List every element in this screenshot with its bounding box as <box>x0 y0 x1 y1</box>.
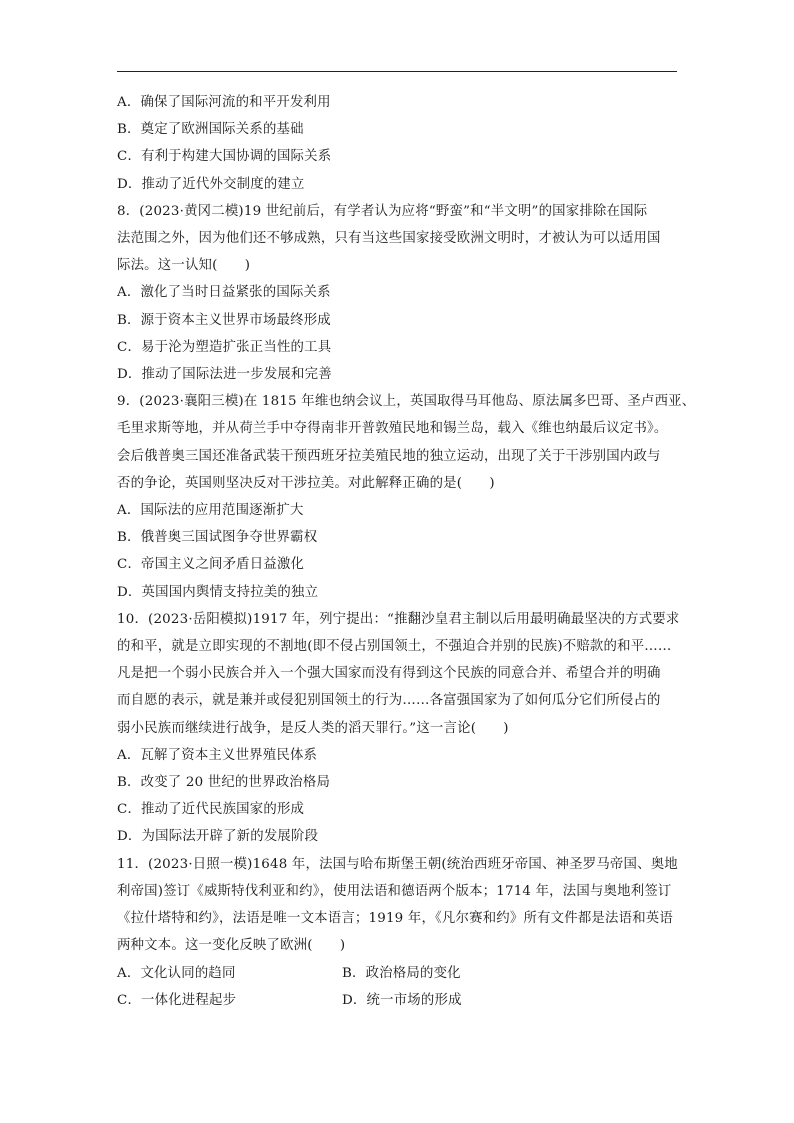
option-a: A．激化了当时日益紧张的国际关系 <box>117 285 331 301</box>
question-stem-line: 际法。这一认知( ) <box>117 258 251 274</box>
option-a: A．国际法的应用范围逐渐扩大 <box>117 503 304 519</box>
question-8 <box>117 198 677 388</box>
question-content <box>117 89 696 1014</box>
question-stem-line: 11．(2023·日照一模)1648 年，法国与哈布斯堡王朝(统治西班牙帝国、神圣罗马帝国、奥地 <box>117 856 678 872</box>
question-stem-line: 弱小民族而继续进行战争，是反人类的滔天罪行。”这一言论( ) <box>117 720 509 736</box>
question-stem-line: 法范围之外，因为他们还不够成熟，只有当这些国家接受欧洲文明时，才被认为可以适用国 <box>117 231 661 247</box>
option-a: A．文化认同的趋同 <box>117 965 236 981</box>
question-stem-line: 利帝国)签订《威斯特伐利亚和约》，使用法语和德语两个版本；1714 年，法国与奥地利签订 <box>117 883 672 899</box>
option-d: D．为国际法开辟了新的发展阶段 <box>117 829 319 845</box>
option-b: B．源于资本主义世界市场最终形成 <box>117 312 331 328</box>
question-stem-line: 否的争论，英国则坚决反对干涉拉美。对此解释正确的是( ) <box>117 475 495 491</box>
option-row-ab <box>117 960 677 987</box>
header-rule <box>117 71 677 72</box>
question-stem-line: 《拉什塔特和约》，法语是唯一文本语言；1919 年，《凡尔赛和约》所有文件都是法语和英语 <box>117 911 673 927</box>
question-stem-line: 两种文本。这一变化反映了欧洲( ) <box>117 938 346 954</box>
question-9 <box>117 388 696 606</box>
question-stem-line: 的和平，就是立即实现的不割地(即不侵占别国领土，不强迫合并别的民族)不赔款的和平…… <box>117 639 672 655</box>
option-a: A．瓦解了资本主义世界殖民体系 <box>117 747 318 763</box>
option-d: D．推动了国际法进一步发展和完善 <box>117 367 332 383</box>
question-stem-line: 凡是把一个弱小民族合并入一个强大国家而没有得到这个民族的同意合并、希望合并的明确 <box>117 666 661 682</box>
option-row-cd <box>117 987 677 1014</box>
option-c: C．推动了近代民族国家的形成 <box>117 802 305 818</box>
option-a: A．确保了国际河流的和平开发利用 <box>117 95 331 110</box>
option-c: C．一体化进程起步 <box>117 992 237 1008</box>
question-stem-line: 毛里求斯等地，并从荷兰手中夺得南非开普敦殖民地和锡兰岛，载入《维也纳最后议定书》。 <box>117 421 668 437</box>
question-stem-line: 会后俄普奥三国还准备武装干预西班牙拉美殖民地的独立运动，出现了关于干涉别国内政与 <box>117 448 661 464</box>
question-11 <box>117 851 677 1014</box>
question-stem-line: 8．(2023·黄冈二模)19 世纪前后，有学者认为应将“野蛮”和“半文明”的国家排除在国际 <box>117 203 648 219</box>
question-7-options <box>117 89 677 198</box>
question-stem-line: 而自愿的表示，就是兼并或侵犯别国领土的行为……各富强国家为了如何瓜分它们所侵占的 <box>117 693 661 709</box>
option-b: B．俄普奥三国试图争夺世界霸权 <box>117 530 318 546</box>
option-c: C．有利于构建大国协调的国际关系 <box>117 149 332 165</box>
option-b: B．奠定了欧洲国际关系的基础 <box>117 122 304 138</box>
option-c: C．易于沦为塑造扩张正当性的工具 <box>117 339 332 355</box>
option-b: B．政治格局的变化 <box>342 965 461 981</box>
question-stem-line: 9．(2023·襄阳三模)在 1815 年维也纳会议上，英国取得马耳他岛、原法属多巴哥、圣卢西亚、 <box>117 394 696 410</box>
option-d: D．英国国内舆情支持拉美的独立 <box>117 584 319 600</box>
option-b: B．改变了 20 世纪的世界政治格局 <box>117 775 331 791</box>
question-stem-line: 10．(2023·岳阳模拟)1917 年，列宁提出：“推翻沙皇君主制以后用最明确最坚决的方式要求 <box>117 611 680 627</box>
option-c: C．帝国主义之间矛盾日益激化 <box>117 557 305 573</box>
question-10 <box>117 606 680 851</box>
option-d: D．统一市场的形成 <box>342 992 462 1008</box>
option-d: D．推动了近代外交制度的建立 <box>117 176 305 192</box>
